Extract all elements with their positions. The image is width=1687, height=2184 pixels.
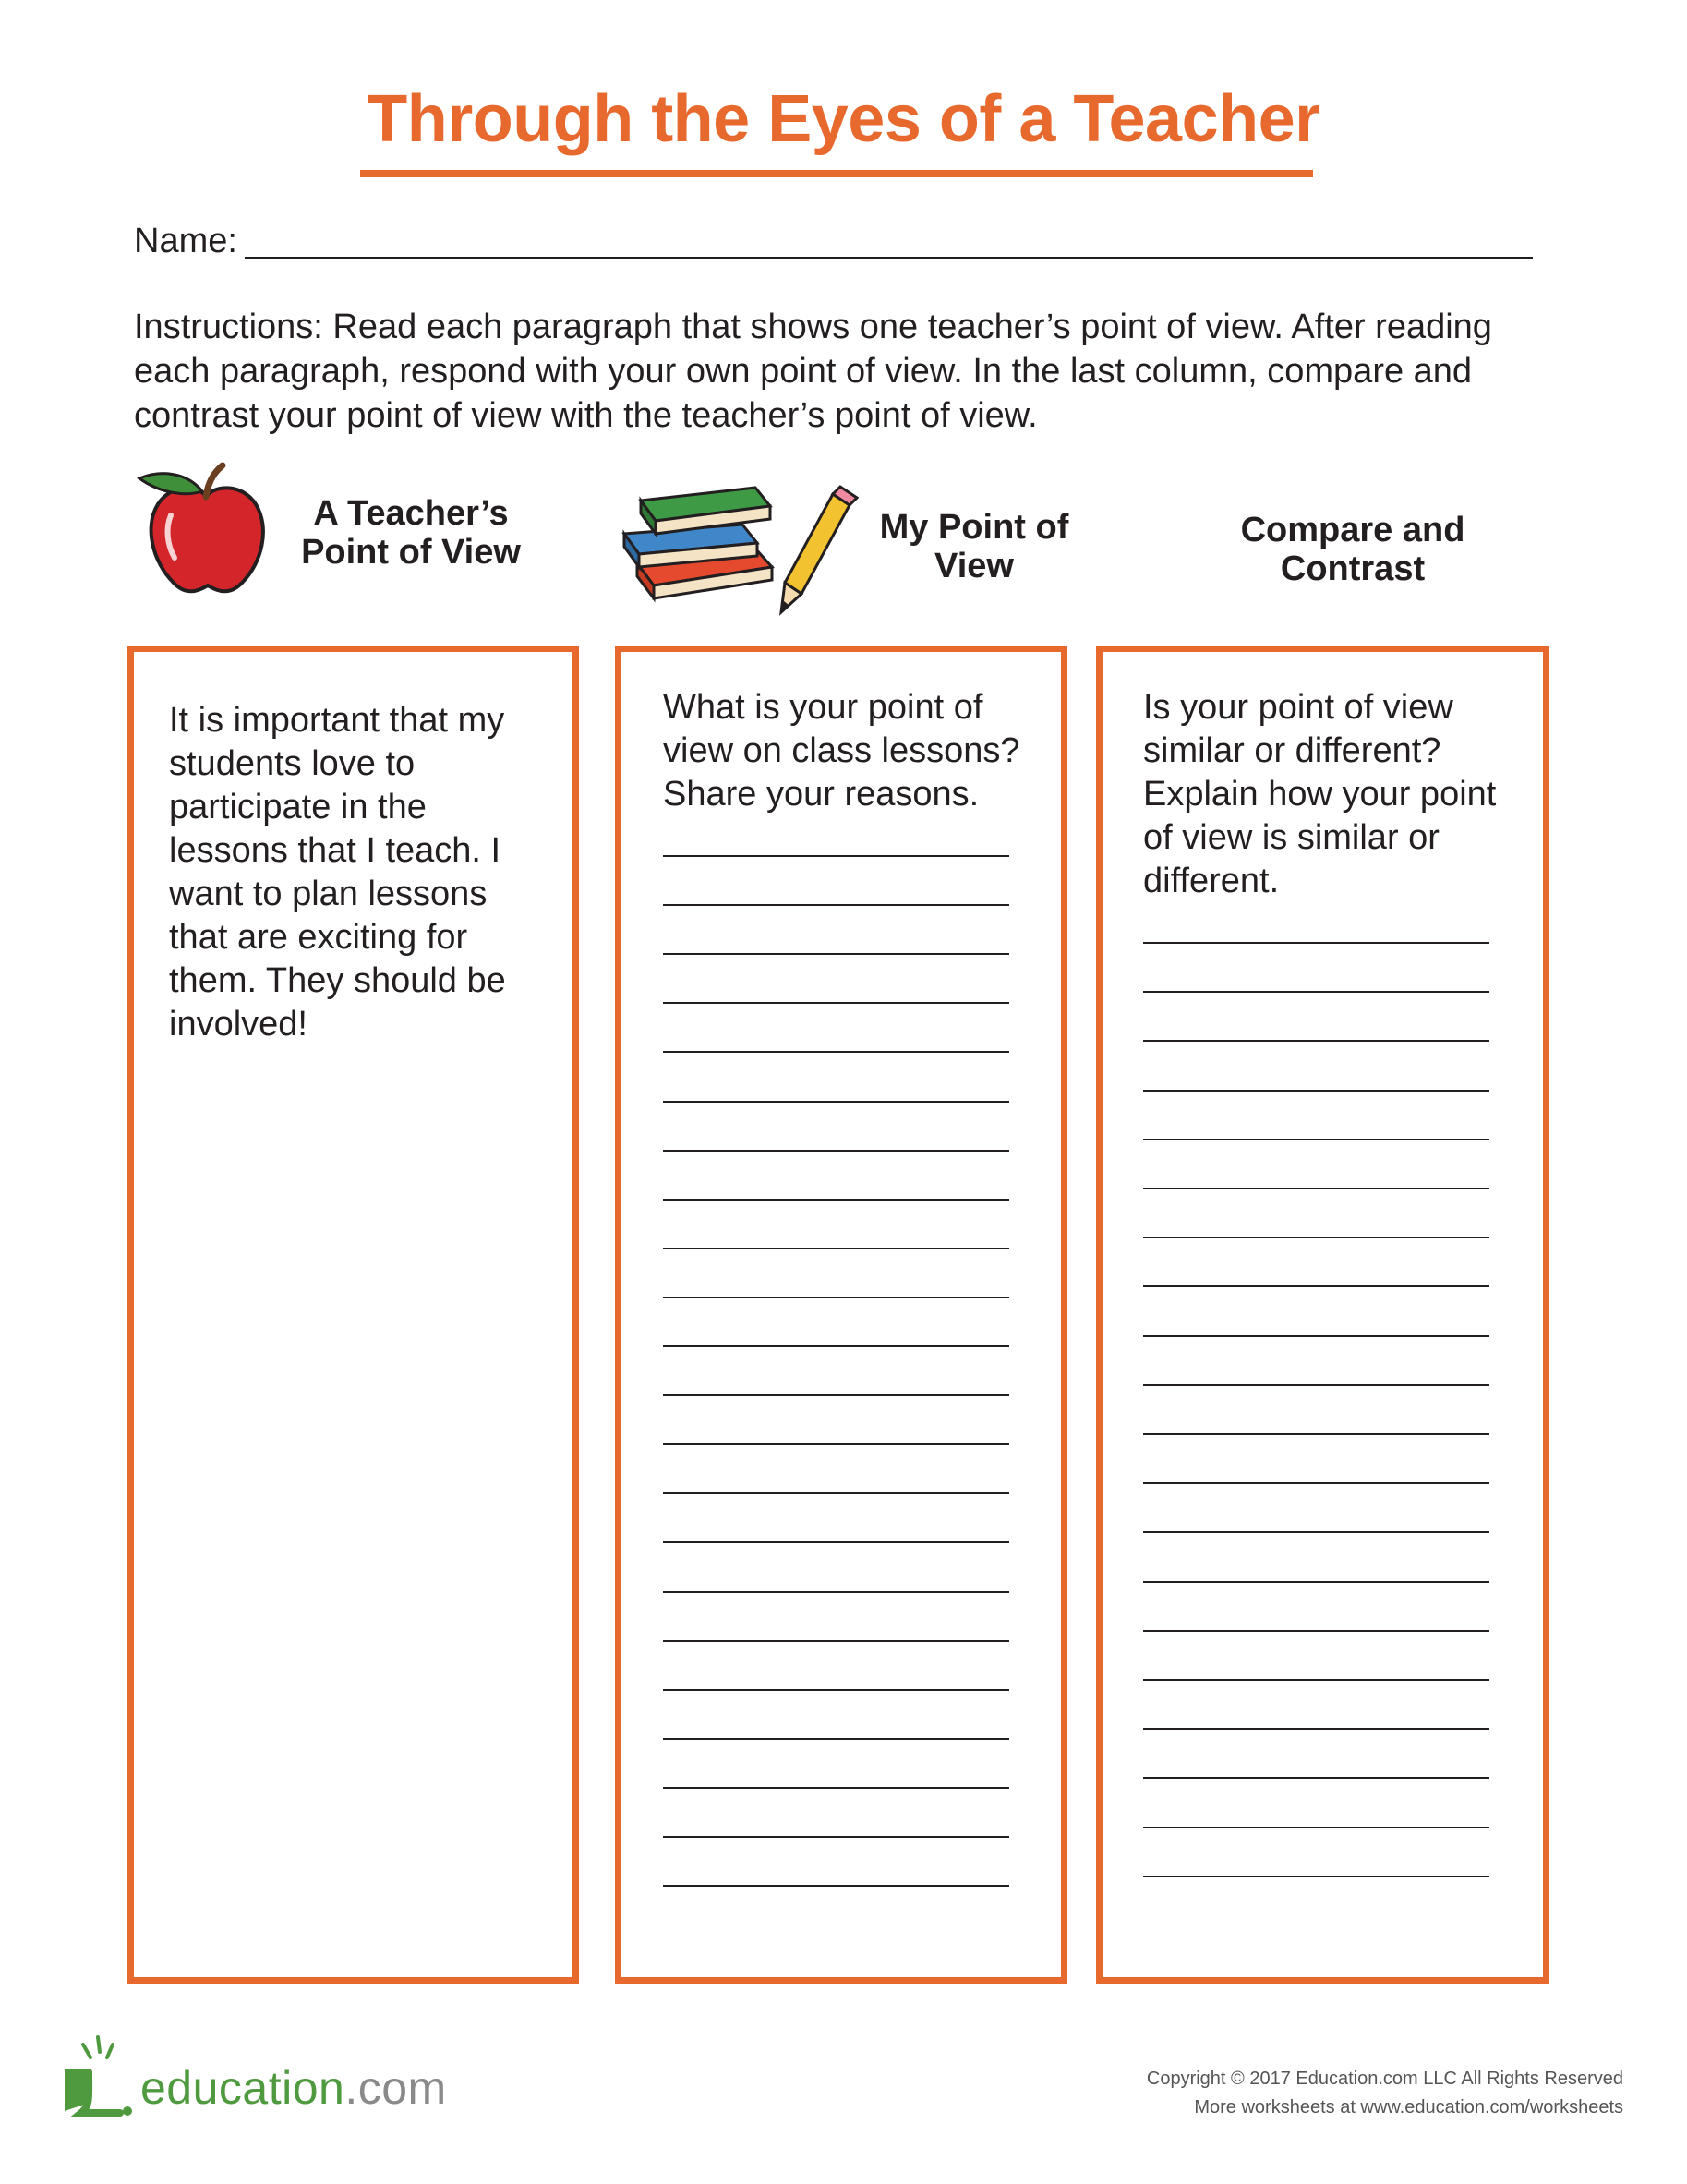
- write-line[interactable]: [1143, 1531, 1489, 1533]
- write-line[interactable]: [663, 1885, 1009, 1887]
- write-line[interactable]: [1143, 991, 1489, 993]
- write-line[interactable]: [1143, 1679, 1489, 1681]
- write-line[interactable]: [663, 1492, 1009, 1494]
- write-line[interactable]: [1143, 1728, 1489, 1730]
- education-logo-text[interactable]: education.com: [140, 2062, 447, 2114]
- write-line[interactable]: [663, 1541, 1009, 1543]
- write-line[interactable]: [1143, 1285, 1489, 1287]
- write-line[interactable]: [1143, 1040, 1489, 1042]
- write-line[interactable]: [663, 1101, 1009, 1103]
- write-line[interactable]: [663, 1345, 1009, 1347]
- instructions: Instructions: Read each paragraph that shows one teacher’s point of view. After reading each paragraph, respond with your own point of view. In the last column, compare and contrast your point of view with the teacher’s point of view.: [134, 308, 1492, 435]
- name-label: Name:: [134, 222, 237, 260]
- my-view-prompt: What is your point of view on class lessons? Share your reasons.: [663, 688, 1020, 814]
- more-worksheets-text: More worksheets at www.education.com/worksheets: [1194, 2097, 1623, 2118]
- write-line[interactable]: [1143, 1482, 1489, 1484]
- write-line[interactable]: [663, 1787, 1009, 1789]
- write-line[interactable]: [1143, 1876, 1489, 1877]
- write-line[interactable]: [1143, 1777, 1489, 1779]
- write-line[interactable]: [663, 1248, 1009, 1249]
- col-heading-my-view: My Point of View: [879, 508, 1069, 585]
- apple-icon: [134, 460, 282, 600]
- write-line[interactable]: [663, 1836, 1009, 1838]
- write-line[interactable]: [1143, 942, 1489, 944]
- write-line[interactable]: [663, 1640, 1009, 1642]
- write-line[interactable]: [1143, 1384, 1489, 1386]
- write-line[interactable]: [663, 1150, 1009, 1152]
- write-line[interactable]: [663, 1591, 1009, 1593]
- page-title: Through the Eyes of a Teacher: [367, 82, 1320, 156]
- write-line[interactable]: [1143, 1237, 1489, 1238]
- write-line[interactable]: [663, 904, 1009, 906]
- col-heading-teacher: A Teacher’s Point of View: [301, 494, 521, 572]
- write-line[interactable]: [663, 953, 1009, 955]
- write-line[interactable]: [663, 1199, 1009, 1201]
- write-line[interactable]: [663, 1297, 1009, 1298]
- write-line[interactable]: [1143, 1090, 1489, 1092]
- write-line[interactable]: [1143, 1581, 1489, 1583]
- pencil-icon: [776, 485, 859, 616]
- write-line[interactable]: [1143, 1188, 1489, 1189]
- name-write-line[interactable]: [245, 257, 1533, 259]
- write-line[interactable]: [663, 1394, 1009, 1396]
- title-underline: [360, 170, 1313, 177]
- write-line[interactable]: [663, 1443, 1009, 1445]
- write-line[interactable]: [1143, 1335, 1489, 1337]
- write-line[interactable]: [663, 855, 1009, 857]
- col-heading-compare: Compare and Contrast: [1240, 511, 1465, 588]
- footer-copyright: [923, 2065, 1623, 2122]
- write-line[interactable]: [1143, 1827, 1489, 1828]
- write-line[interactable]: [1143, 1139, 1489, 1140]
- write-line[interactable]: [663, 1051, 1009, 1053]
- books-icon: [617, 478, 785, 603]
- write-line[interactable]: [663, 1002, 1009, 1004]
- my-view-box: [615, 646, 1067, 1984]
- copyright-text: Copyright © 2017 Education.com LLC All Rights Reserved: [1146, 2069, 1623, 2089]
- compare-prompt: Is your point of view similar or different? Explain how your point of view is similar or different.: [1143, 688, 1497, 900]
- write-line[interactable]: [663, 1689, 1009, 1691]
- write-line[interactable]: [1143, 1433, 1489, 1435]
- write-line[interactable]: [1143, 1630, 1489, 1632]
- education-logo-icon: [54, 2032, 146, 2124]
- teacher-view-text: It is important that my students love to participate in the lessons that I teach. I want to plan lessons that are exciting for them. They should be involved!: [169, 701, 506, 1044]
- write-line[interactable]: [663, 1738, 1009, 1740]
